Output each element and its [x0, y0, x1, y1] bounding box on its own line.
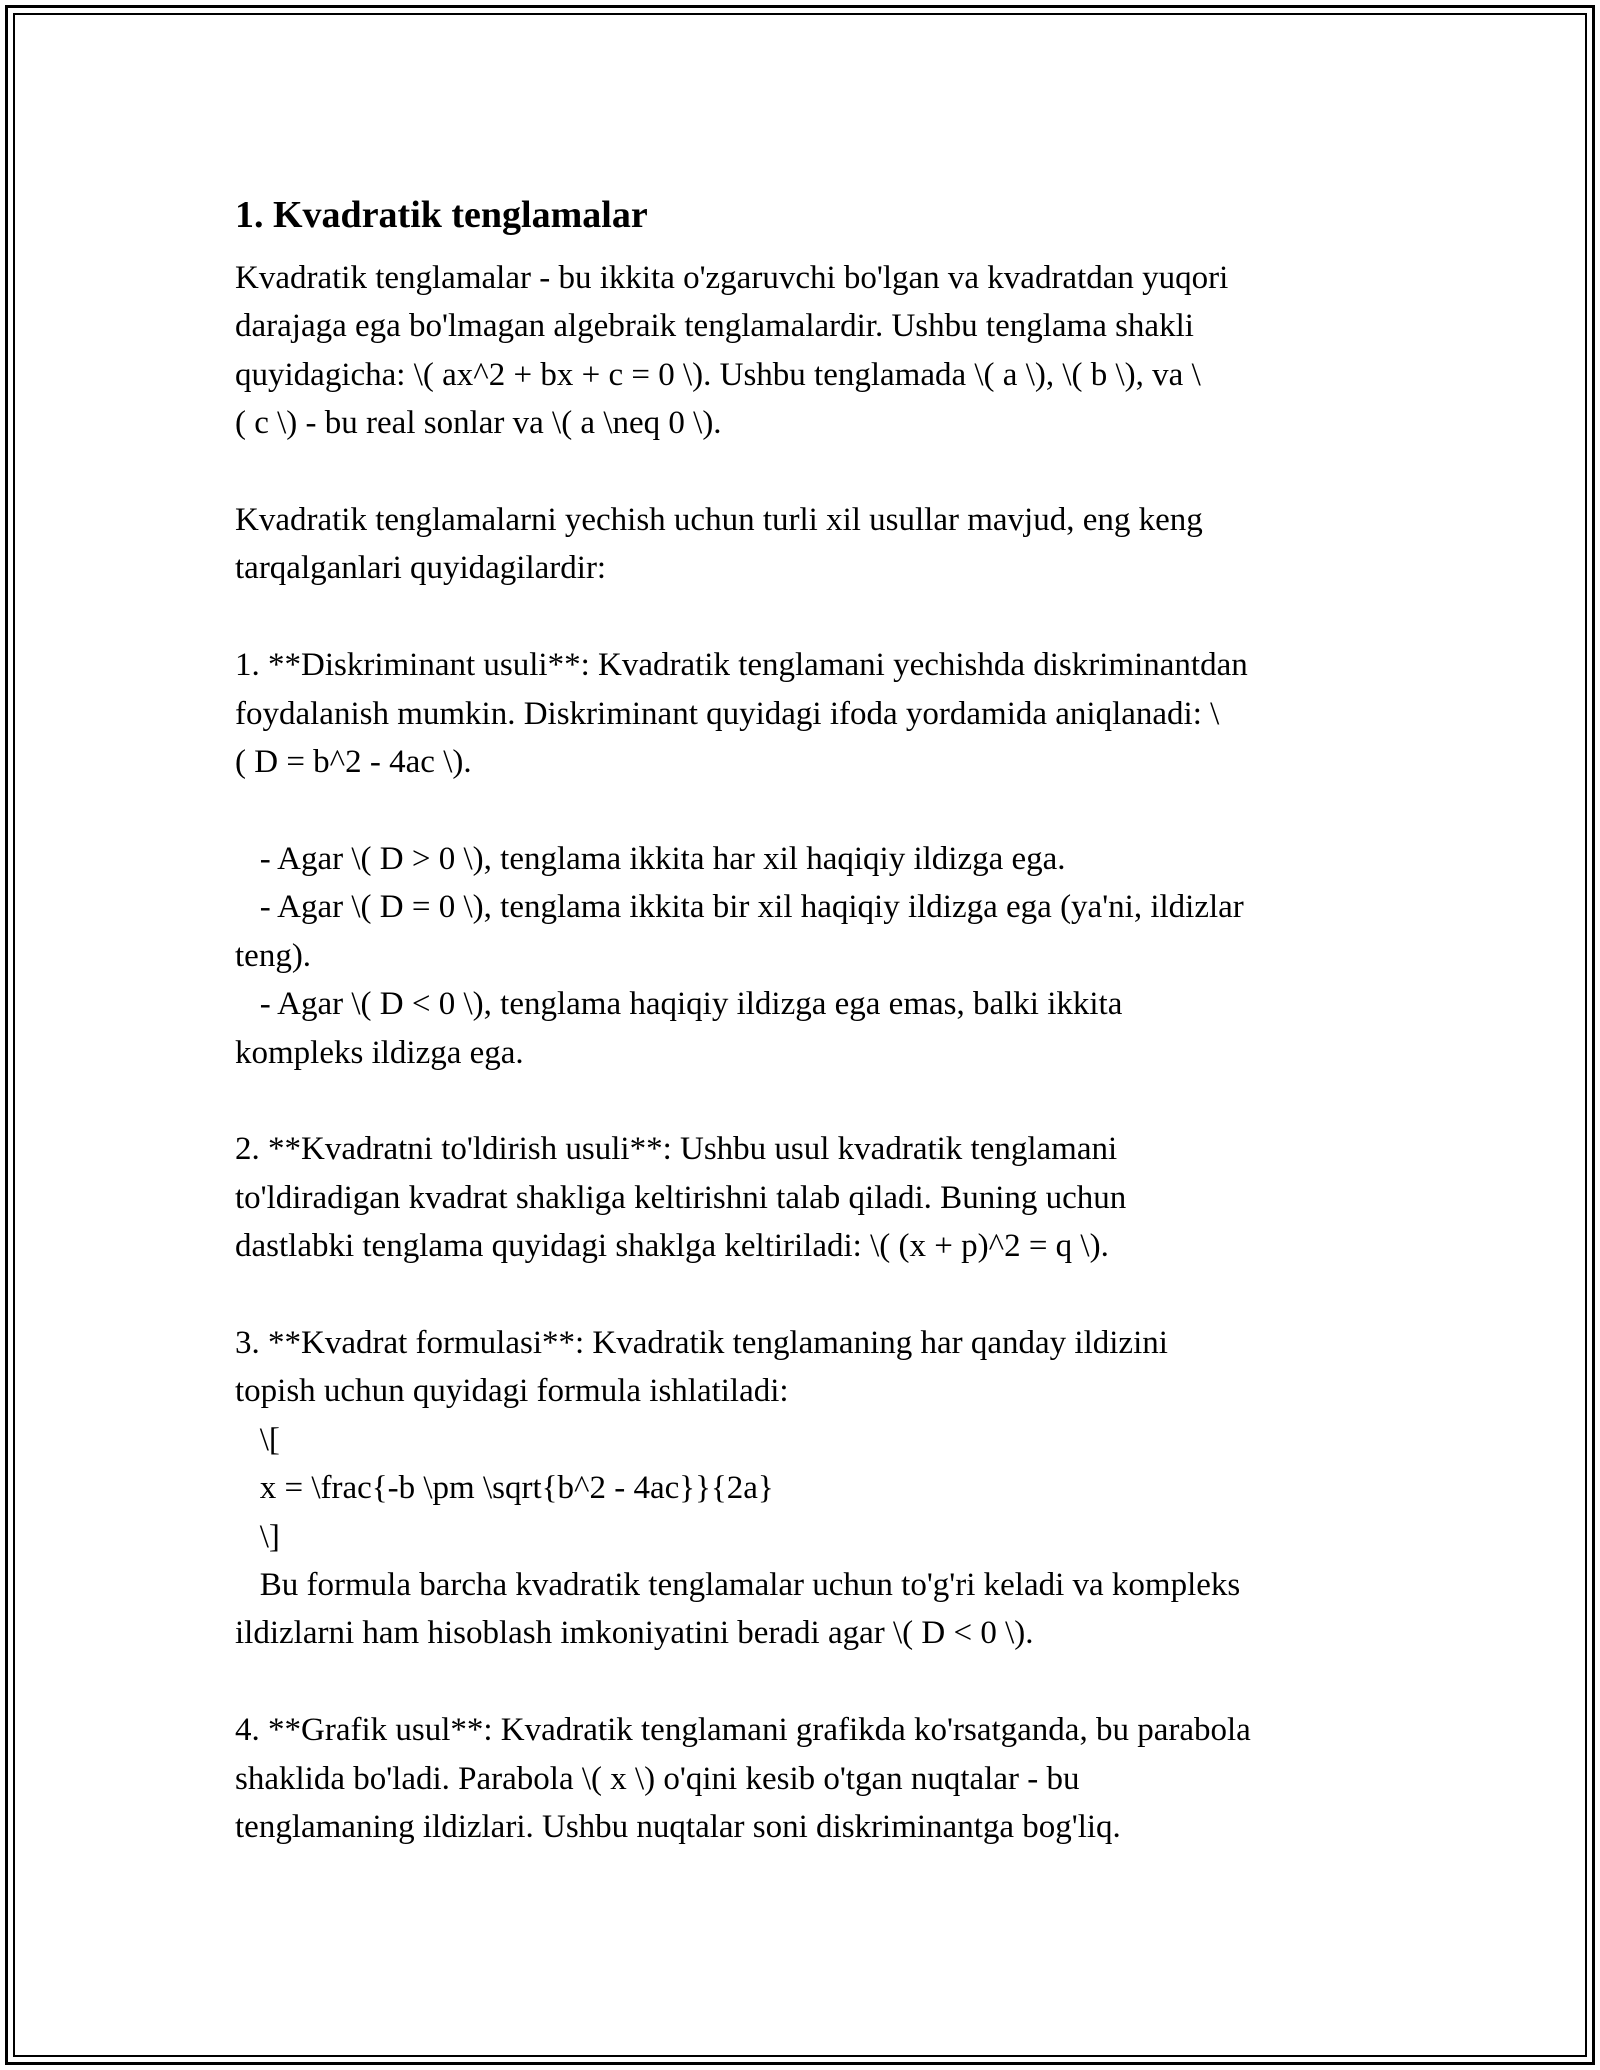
- section-heading: 1. Kvadratik tenglamalar: [235, 194, 648, 236]
- document-content: [235, 184, 1370, 1851]
- section-body-text: Kvadratik tenglamalar - bu ikkita o'zgaruvchi bo'lgan va kvadratdan yuqori darajaga ega bo'lmagan algebraik tenglamalardir. Ushbu tenglama shakli quyidagicha: \( ax^2 + bx + c = 0 \). Ushbu tenglamada \( a \), \( b \), va \ ( c \) - bu real sonlar va \( a \neq 0 \). Kvadratik tenglamalarni yechish uchun turli xil usullar mavjud, eng keng tarqalganlari quyidagilardir: 1. **Diskriminant usuli**: Kvadratik tenglamani yechishda diskriminantdan foydalanish mumkin. Diskriminant quyidagi ifoda yordamida aniqlanadi: \ ( D = b^2 - 4ac \). - Agar \( D > 0 \), tenglama ikkita har xil haqiqiy ildizga ega. - Agar \( D = 0 \), tenglama ikkita bir xil haqiqiy ildizga ega (ya'ni, ildizlar teng). - Agar \( D < 0 \), tenglama haqiqiy ildizga ega emas, balki ikkita kompleks ildizga ega. 2. **Kvadratni to'ldirish usuli**: Ushbu usul kvadratik tenglamani to'ldiradigan kvadrat shakliga keltirishni talab qiladi. Buning uchun dastlabki tenglama quyidagi shaklga keltiriladi: \( (x + p)^2 = q \). 3. **Kvadrat formulasi**: Kvadratik tenglamaning har qanday ildizini topish uchun quyidagi formula ishlatiladi: \[ x = \frac{-b \pm \sqrt{b^2 - 4ac}}{2a} \] Bu formula barcha kvadratik tenglamalar uchun to'g'ri keladi va kompleks ildizlarni ham hisoblash imkoniyatini beradi agar \( D < 0 \). 4. **Grafik usul**: Kvadratik tenglamani grafikda ko'rsatganda, bu parabola shaklida bo'ladi. Parabola \( x \) o'qini kesib o'tgan nuqtalar - bu tenglamaning ildizlari. Ushbu nuqtalar soni diskriminantga bog'liq.: [235, 260, 1251, 1845]
